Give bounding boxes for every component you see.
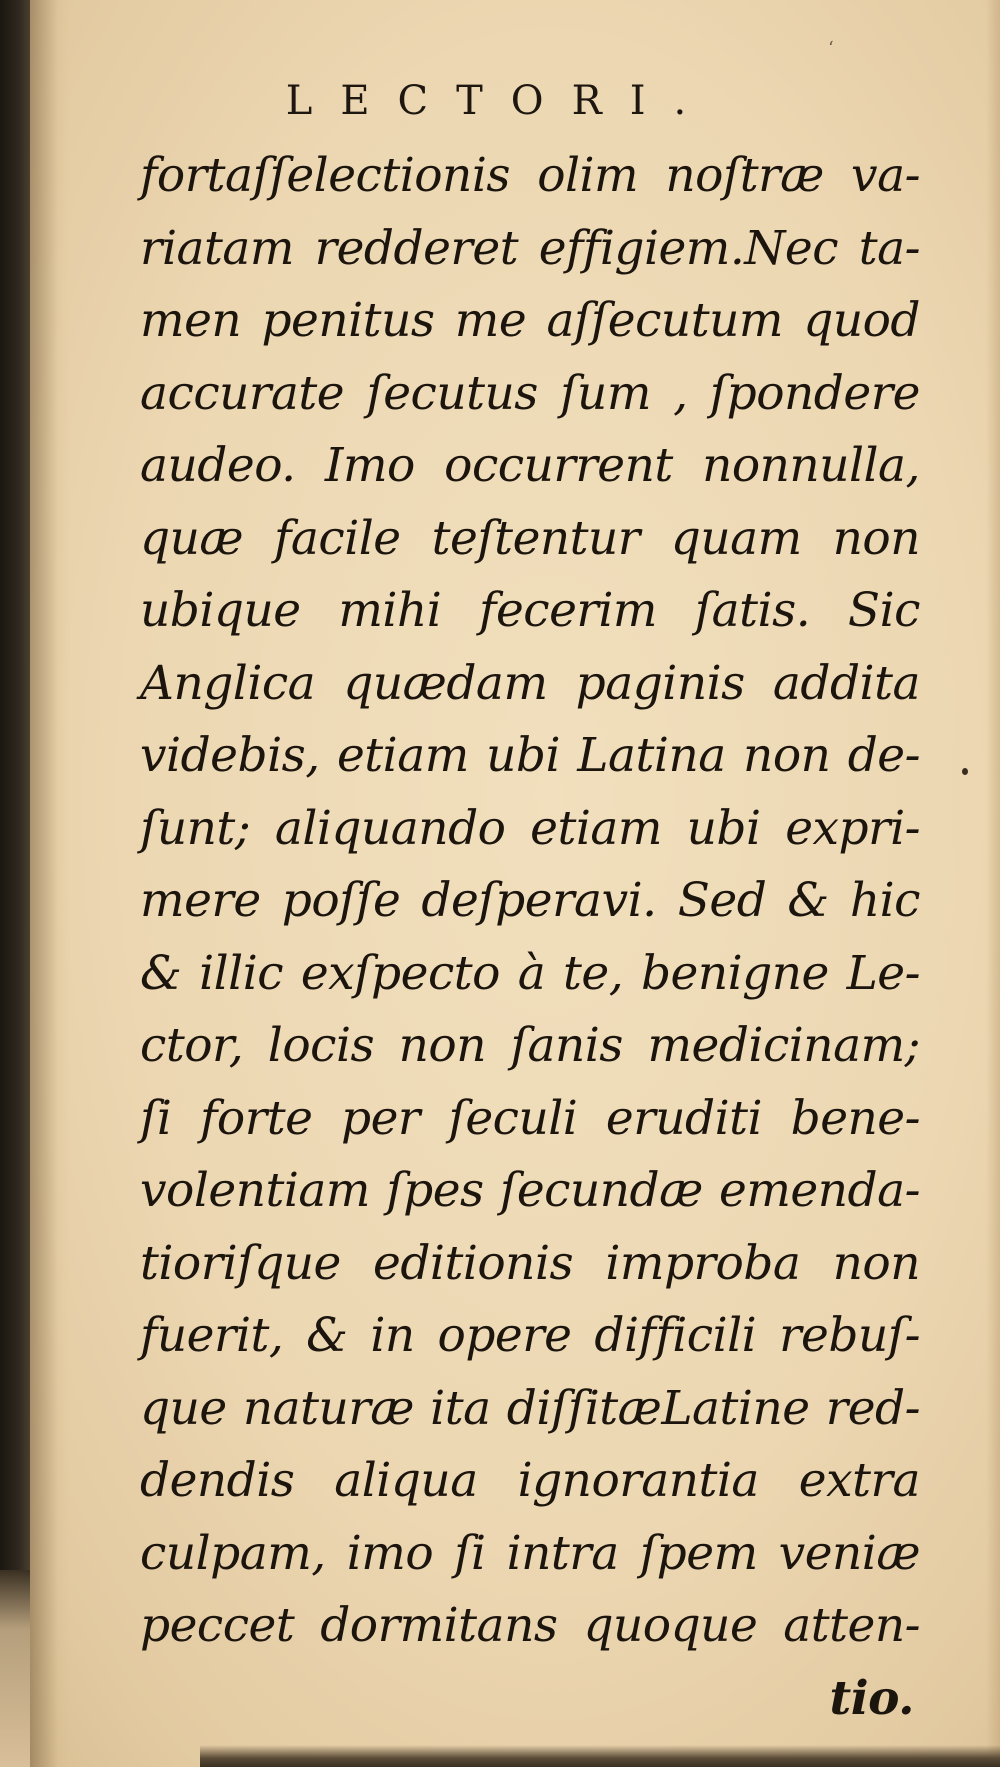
text-line: fortaſſelectionis olim noſtræ va- <box>140 148 920 203</box>
gutter-shadow <box>30 0 70 1767</box>
text-line: volentiam ſpes ſecundæ emenda- <box>140 1163 920 1218</box>
text-line: quæ facile teſtentur quam non <box>140 510 920 566</box>
text-line: audeo. Imo occurrent nonnulla, <box>140 438 920 493</box>
text-line: que naturæ ita diſſitæLatine red- <box>140 1380 920 1436</box>
text-line: ſi forte per ſeculi eruditi bene- <box>140 1090 920 1146</box>
text-line: fuerit, & in opere difficili rebuſ- <box>140 1308 920 1363</box>
ink-spot <box>962 768 968 775</box>
text-line: tioriſque editionis improba non <box>140 1235 920 1291</box>
text-line: ctor, locis non ſanis medicinam; <box>140 1018 920 1073</box>
page-edge-bottom <box>200 1745 1000 1767</box>
text-line: ſunt; aliquando etiam ubi expri- <box>140 800 920 856</box>
body-text <box>140 140 920 1735</box>
text-line: ubique mihi fecerim ſatis. Sic <box>140 583 920 638</box>
text-line: peccet dormitans quoque atten- <box>140 1598 920 1653</box>
text-line: culpam, imo ſi intra ſpem veniæ <box>140 1525 920 1581</box>
text-line: videbis, etiam ubi Latina non de- <box>140 728 920 783</box>
corner-mark: ‘ <box>828 38 834 59</box>
text-line: Anglica quædam paginis addita <box>140 655 920 711</box>
text-line-final: tio. <box>829 1670 914 1726</box>
text-line: men penitus me aſſecutum quod <box>140 293 920 348</box>
text-line: dendis aliqua ignorantia extra <box>140 1453 920 1508</box>
page-edge-right <box>986 0 1000 1767</box>
text-line: mere poſſe deſperavi. Sed & hic <box>140 873 920 928</box>
binding-gutter <box>0 0 30 1570</box>
text-line: accurate ſecutus ſum , ſpondere <box>140 365 920 421</box>
binding-gutter-lower <box>0 1570 30 1767</box>
running-head: LECTORI. <box>285 78 715 124</box>
text-line: & illic exſpecto à te, benigne Le- <box>140 945 920 1001</box>
text-line: riatam redderet effigiem.Nec ta- <box>140 220 920 276</box>
